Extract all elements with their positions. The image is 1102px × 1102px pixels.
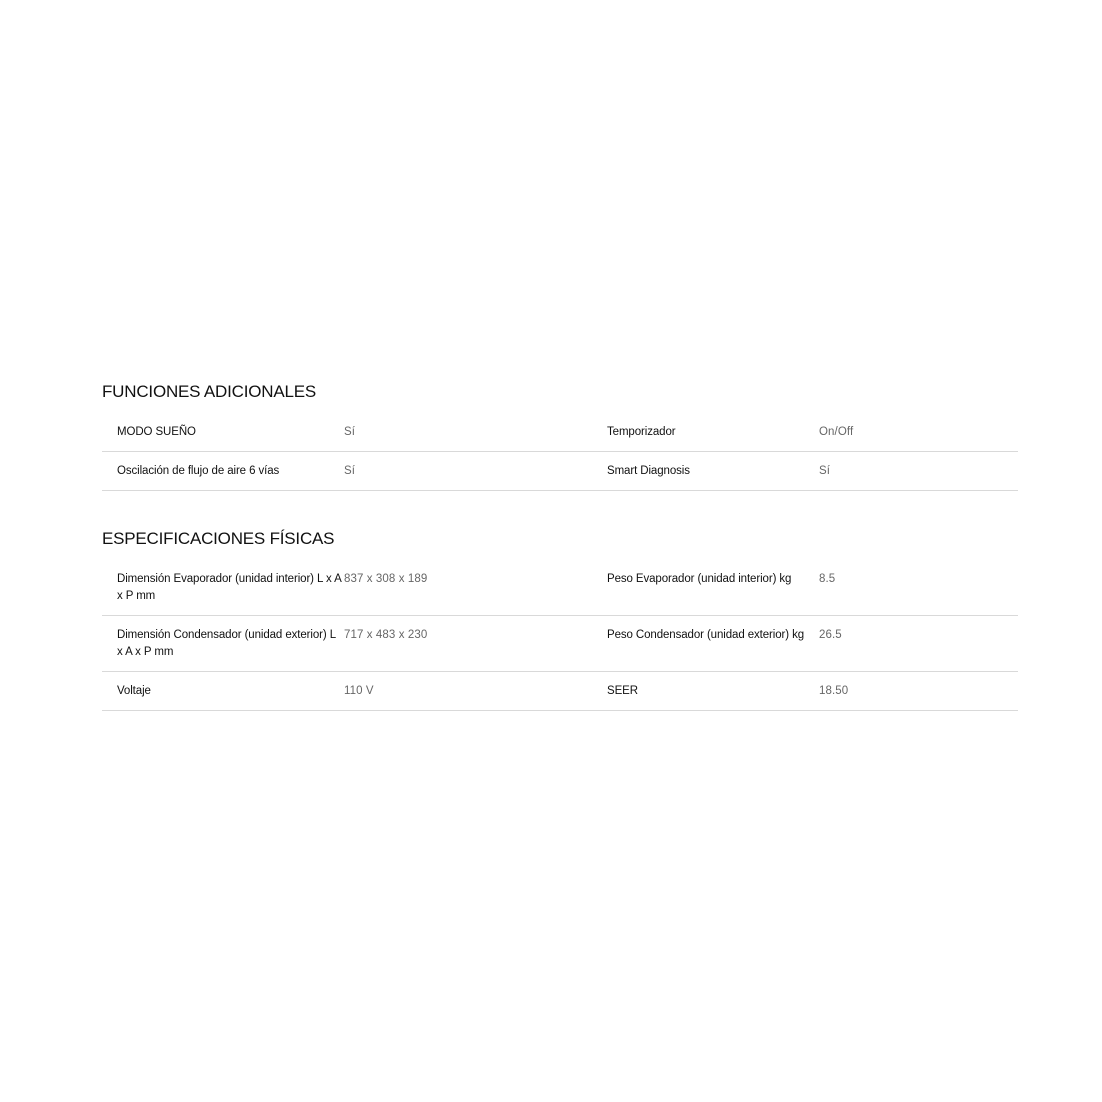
spec-label: MODO SUEÑO: [117, 426, 196, 438]
spec-label: Peso Condensador (unidad exterior) kg: [607, 629, 805, 641]
table-row: [102, 413, 1018, 452]
spec-value: Sí: [819, 465, 831, 477]
spec-label: Voltaje: [117, 685, 151, 697]
spec-table: [102, 560, 1018, 711]
spec-label: Peso Evaporador (unidad interior) kg: [607, 573, 792, 585]
spec-value: 18.50: [819, 685, 849, 697]
spec-value: 837 x 308 x 189: [344, 573, 428, 585]
table-row: [102, 560, 1018, 616]
spec-value: Sí: [344, 465, 356, 477]
additional-functions-section: [102, 381, 1018, 491]
spec-value: 717 x 483 x 230: [344, 629, 428, 641]
spec-value: 110 V: [344, 685, 374, 697]
spec-value: On/Off: [819, 426, 854, 438]
spec-value: 8.5: [819, 573, 836, 585]
spec-table: [102, 413, 1018, 491]
section-title: FUNCIONES ADICIONALES: [102, 382, 317, 401]
spec-value: 26.5: [819, 629, 842, 641]
spec-label: Oscilación de flujo de aire 6 vías: [117, 465, 280, 477]
spec-value: Sí: [344, 426, 356, 438]
table-row: [102, 616, 1018, 672]
table-row: [102, 452, 1018, 491]
section-title: ESPECIFICACIONES FÍSICAS: [102, 529, 335, 548]
spec-label: SEER: [607, 685, 638, 697]
spec-label: Temporizador: [607, 426, 676, 438]
spec-label: Dimensión Evaporador (unidad interior) L x A x P mm: [117, 573, 342, 602]
spec-label: Smart Diagnosis: [607, 465, 690, 477]
spec-label: Dimensión Condensador (unidad exterior) L x A x P mm: [117, 629, 336, 658]
physical-specs-section: [102, 528, 1018, 711]
table-row: [102, 672, 1018, 711]
